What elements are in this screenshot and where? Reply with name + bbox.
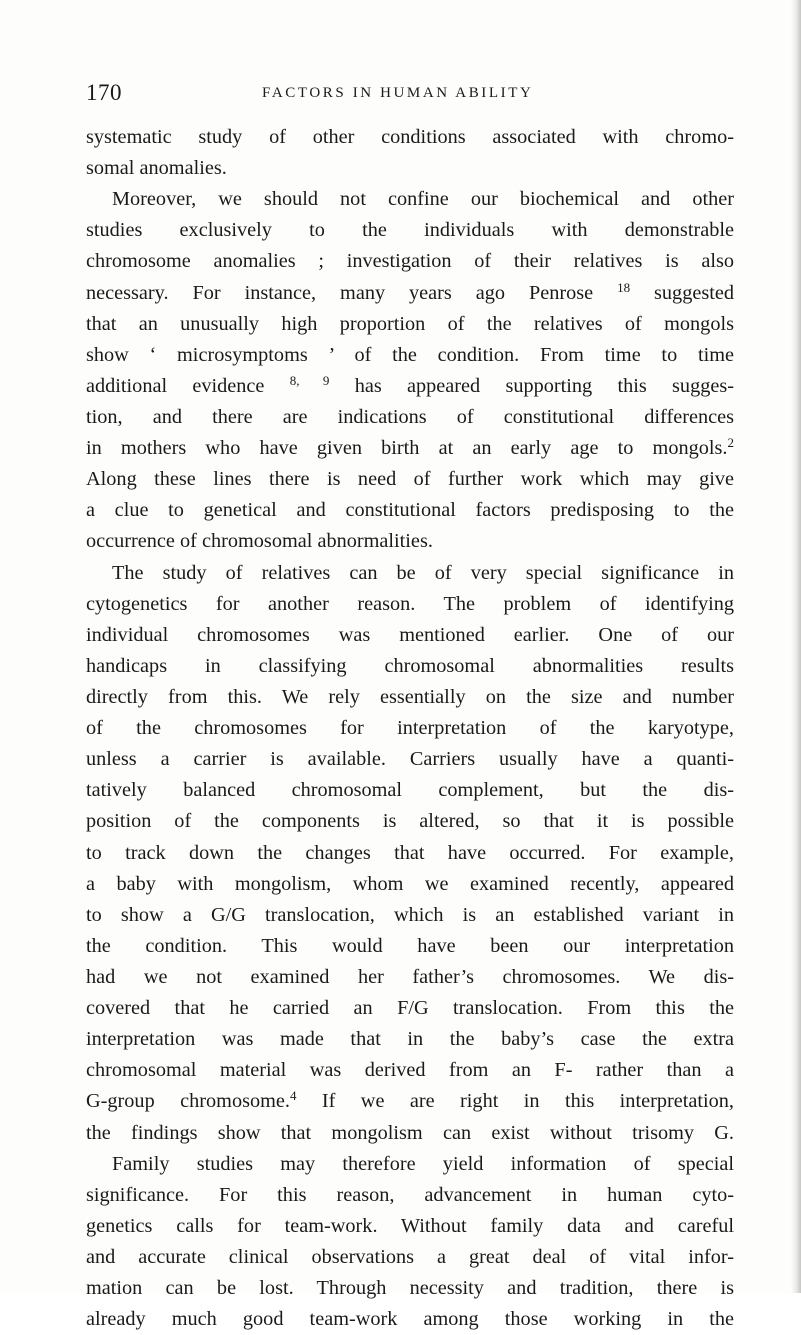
text-line: tion, and there are indications of constitutional differences <box>86 405 734 428</box>
footnote-ref: 18 <box>617 279 631 295</box>
text-line: G-group chromosome.$^4$ If we are right in this interpretation, <box>86 1088 734 1113</box>
text-line: position of the components is altered, so that it is possible <box>86 810 734 833</box>
text-line: occurrence of chromosomal abnormalities. <box>86 530 433 553</box>
text-line: genetics calls for team-work. Without family data and careful <box>86 1214 734 1237</box>
text-line: mation can be lost. Through necessity and tradition, there is <box>86 1277 734 1300</box>
text-line: to track down the changes that have occurred. For example, <box>86 841 734 864</box>
text-line: significance. For this reason, advancement in human cyto- <box>86 1183 734 1206</box>
text-line: a baby with mongolism, whom we examined recently, appeared <box>86 872 734 895</box>
page-number: 170 <box>86 80 122 105</box>
text-line: Family studies may therefore yield information of special <box>112 1152 734 1175</box>
text-line: interpretation was made that in the baby’s case the extra <box>86 1028 734 1051</box>
text-line: had we not examined her father’s chromosomes. We dis- <box>86 965 734 988</box>
text-line: directly from this. We rely essentially on the size and number <box>86 685 734 708</box>
text-line: systematic study of other conditions associated with chromo- <box>86 126 734 148</box>
text-line: additional evidence $^{8, 9}$ has appeared supporting this sugges- <box>86 372 735 397</box>
text-line: that an unusually high proportion of the relatives of mongols <box>86 312 734 335</box>
text-line: The study of relatives can be of very special significance in <box>112 561 734 584</box>
page-edge-shadow <box>791 0 801 1293</box>
text-line: Moreover, we should not confine our biochemical and other <box>112 188 734 211</box>
text-line: a clue to genetical and constitutional factors predisposing to the <box>86 499 734 522</box>
text-line: the condition. This would have been our interpretation <box>86 934 734 957</box>
text-line: individual chromosomes was mentioned earlier. One of our <box>86 623 734 646</box>
text-line: the findings show that mongolism can exist without trisomy G. <box>86 1121 734 1144</box>
footnote-ref: 4 <box>289 1088 297 1104</box>
text-line: unless a carrier is available. Carriers usually have a quanti- <box>86 748 734 771</box>
text-line: of the chromosomes for interpretation of the karyotype, <box>86 717 734 740</box>
text-line: chromosomal material was derived from an F- rather than a <box>86 1059 734 1082</box>
text-line: covered that he carried an F/G translocation. From this the <box>86 997 734 1020</box>
text-line: already much good team-work among those working in the <box>86 1308 734 1331</box>
text-line: tatively balanced chromosomal complement, but the dis- <box>86 779 734 802</box>
text-line: somal anomalies. <box>86 157 227 180</box>
text-line: in mothers who have given birth at an early age to mongols.$^2$ <box>86 435 734 460</box>
text-line: chromosome anomalies ; investigation of their relatives is also <box>86 250 734 273</box>
text-line: and accurate clinical observations a great deal of vital infor- <box>86 1245 734 1268</box>
text-line: show ‘ microsymptoms ’ of the condition. From time to time <box>86 343 734 366</box>
text-line: studies exclusively to the individuals with demonstrable <box>86 219 734 242</box>
text-line: Along these lines there is need of further work which may give <box>86 468 734 491</box>
text-line: handicaps in classifying chromosomal abnormalities results <box>86 654 734 677</box>
footnote-ref: 2 <box>727 435 734 451</box>
text-line: necessary. For instance, many years ago Penrose $^{18}$ suggested <box>86 279 735 304</box>
running-title: FACTORS IN HUMAN ABILITY <box>262 85 534 101</box>
running-head <box>86 78 734 110</box>
footnote-ref: 8, 9 <box>289 372 330 388</box>
text-line: to show a G/G translocation, which is an established variant in <box>86 903 734 926</box>
body-text <box>86 122 734 1335</box>
text-line: cytogenetics for another reason. The problem of identifying <box>86 592 734 615</box>
